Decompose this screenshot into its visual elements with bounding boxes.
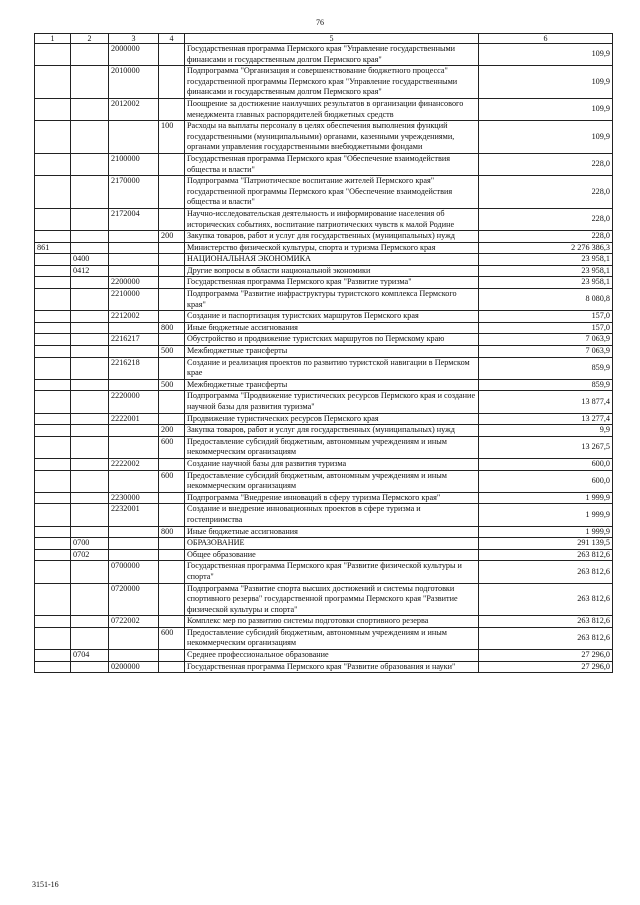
cell-c1 bbox=[35, 346, 71, 358]
cell-c2 bbox=[71, 208, 109, 230]
cell-c4: 600 bbox=[159, 470, 185, 492]
cell-c5: Предоставление субсидий бюджетным, автономным учреждениям и иным некоммерческим организациям bbox=[185, 627, 479, 649]
cell-c3 bbox=[109, 231, 159, 243]
cell-c1 bbox=[35, 470, 71, 492]
cell-c3: 2210000 bbox=[109, 289, 159, 311]
cell-c5: Предоставление субсидий бюджетным, автономным учреждениям и иным некоммерческим организациям bbox=[185, 470, 479, 492]
table-row bbox=[35, 661, 613, 673]
cell-c4 bbox=[159, 265, 185, 277]
cell-c1 bbox=[35, 44, 71, 66]
cell-c6: 157,0 bbox=[479, 322, 613, 334]
cell-c6: 228,0 bbox=[479, 153, 613, 175]
cell-c1 bbox=[35, 289, 71, 311]
cell-c3: 0700000 bbox=[109, 561, 159, 583]
cell-c6: 23 958,1 bbox=[479, 254, 613, 266]
cell-c5: Подпрограмма "Продвижение туристических ресурсов Пермского края и создание научной базы для развития туризма" bbox=[185, 391, 479, 413]
cell-c1 bbox=[35, 153, 71, 175]
table-row bbox=[35, 242, 613, 254]
cell-c6: 27 296,0 bbox=[479, 661, 613, 673]
cell-c2 bbox=[71, 311, 109, 323]
cell-c2 bbox=[71, 379, 109, 391]
cell-c5: Подпрограмма "Организация и совершенствование бюджетного процесса" государственной программы Пермского края "Управление государственными финансами и государственным долгом Пермского края" bbox=[185, 66, 479, 99]
cell-c2 bbox=[71, 357, 109, 379]
cell-c3: 0200000 bbox=[109, 661, 159, 673]
cell-c4 bbox=[159, 208, 185, 230]
cell-c6: 8 080,8 bbox=[479, 289, 613, 311]
cell-c3: 2222002 bbox=[109, 458, 159, 470]
cell-c2 bbox=[71, 391, 109, 413]
cell-c3: 2220000 bbox=[109, 391, 159, 413]
cell-c4 bbox=[159, 176, 185, 209]
cell-c6: 109,9 bbox=[479, 44, 613, 66]
cell-c5: НАЦИОНАЛЬНАЯ ЭКОНОМИКА bbox=[185, 254, 479, 266]
cell-c6: 7 063,9 bbox=[479, 346, 613, 358]
cell-c5: Подпрограмма "Развитие спорта высших достижений и системы подготовки спортивного резерва" государственной программы Пермского края "Развитие физической культуры и спорта" bbox=[185, 583, 479, 616]
cell-c2 bbox=[71, 289, 109, 311]
cell-c2: 0704 bbox=[71, 650, 109, 662]
cell-c3: 2200000 bbox=[109, 277, 159, 289]
cell-c2 bbox=[71, 425, 109, 437]
cell-c3 bbox=[109, 425, 159, 437]
table-row bbox=[35, 208, 613, 230]
cell-c3: 2230000 bbox=[109, 492, 159, 504]
cell-c6: 1 999,9 bbox=[479, 526, 613, 538]
cell-c2 bbox=[71, 153, 109, 175]
table-row bbox=[35, 346, 613, 358]
cell-c6: 228,0 bbox=[479, 176, 613, 209]
cell-c6: 2 276 386,3 bbox=[479, 242, 613, 254]
cell-c3 bbox=[109, 346, 159, 358]
table-row bbox=[35, 627, 613, 649]
cell-c6: 1 999,9 bbox=[479, 504, 613, 526]
cell-c4 bbox=[159, 661, 185, 673]
cell-c2 bbox=[71, 413, 109, 425]
table-row bbox=[35, 357, 613, 379]
cell-c1 bbox=[35, 458, 71, 470]
table-row bbox=[35, 616, 613, 628]
cell-c6: 291 139,5 bbox=[479, 538, 613, 550]
cell-c5: ОБРАЗОВАНИЕ bbox=[185, 538, 479, 550]
cell-c5: Продвижение туристических ресурсов Пермского края bbox=[185, 413, 479, 425]
cell-c3 bbox=[109, 265, 159, 277]
cell-c2: 0702 bbox=[71, 549, 109, 561]
table-row bbox=[35, 44, 613, 66]
cell-c6: 27 296,0 bbox=[479, 650, 613, 662]
table-row bbox=[35, 153, 613, 175]
cell-c2 bbox=[71, 436, 109, 458]
cell-c2 bbox=[71, 98, 109, 120]
cell-c5: Подпрограмма "Патриотическое воспитание жителей Пермского края" государственной программы Пермского края "Обеспечение взаимодействия общества и власти" bbox=[185, 176, 479, 209]
column-header: 5 bbox=[185, 34, 479, 44]
table-row bbox=[35, 311, 613, 323]
cell-c1 bbox=[35, 436, 71, 458]
cell-c4 bbox=[159, 277, 185, 289]
table-row bbox=[35, 254, 613, 266]
cell-c2 bbox=[71, 470, 109, 492]
cell-c5: Закупка товаров, работ и услуг для государственных (муниципальных) нужд bbox=[185, 425, 479, 437]
cell-c1 bbox=[35, 650, 71, 662]
cell-c6: 263 812,6 bbox=[479, 627, 613, 649]
cell-c5: Государственная программа Пермского края "Развитие физической культуры и спорта" bbox=[185, 561, 479, 583]
cell-c4: 200 bbox=[159, 231, 185, 243]
cell-c4 bbox=[159, 334, 185, 346]
cell-c1 bbox=[35, 98, 71, 120]
column-header: 3 bbox=[109, 34, 159, 44]
cell-c1 bbox=[35, 254, 71, 266]
cell-c3: 2216217 bbox=[109, 334, 159, 346]
table-row bbox=[35, 526, 613, 538]
cell-c6: 263 812,6 bbox=[479, 561, 613, 583]
cell-c3: 2012002 bbox=[109, 98, 159, 120]
cell-c3 bbox=[109, 549, 159, 561]
table-row bbox=[35, 470, 613, 492]
cell-c6: 859,9 bbox=[479, 357, 613, 379]
cell-c6: 263 812,6 bbox=[479, 583, 613, 616]
cell-c4 bbox=[159, 153, 185, 175]
cell-c5: Межбюджетные трансферты bbox=[185, 379, 479, 391]
cell-c1 bbox=[35, 379, 71, 391]
cell-c4 bbox=[159, 583, 185, 616]
cell-c5: Создание и паспортизация туристских маршрутов Пермского края bbox=[185, 311, 479, 323]
cell-c2 bbox=[71, 492, 109, 504]
cell-c4 bbox=[159, 289, 185, 311]
cell-c3 bbox=[109, 470, 159, 492]
cell-c2 bbox=[71, 277, 109, 289]
cell-c4 bbox=[159, 254, 185, 266]
cell-c3 bbox=[109, 650, 159, 662]
cell-c4: 600 bbox=[159, 627, 185, 649]
cell-c5: Государственная программа Пермского края "Развитие образования и науки" bbox=[185, 661, 479, 673]
cell-c1 bbox=[35, 538, 71, 550]
cell-c6: 23 958,1 bbox=[479, 277, 613, 289]
cell-c1 bbox=[35, 661, 71, 673]
cell-c2 bbox=[71, 231, 109, 243]
cell-c6: 157,0 bbox=[479, 311, 613, 323]
cell-c2 bbox=[71, 458, 109, 470]
table-row bbox=[35, 322, 613, 334]
table-row bbox=[35, 492, 613, 504]
cell-c1 bbox=[35, 265, 71, 277]
table-row bbox=[35, 413, 613, 425]
table-row bbox=[35, 334, 613, 346]
cell-c6: 7 063,9 bbox=[479, 334, 613, 346]
cell-c5: Создание и внедрение инновационных проектов в сфере туризма и гостеприимства bbox=[185, 504, 479, 526]
table-row bbox=[35, 66, 613, 99]
cell-c6: 13 877,4 bbox=[479, 391, 613, 413]
page-number: 76 bbox=[316, 18, 324, 27]
cell-c4 bbox=[159, 98, 185, 120]
cell-c3: 2000000 bbox=[109, 44, 159, 66]
cell-c4 bbox=[159, 311, 185, 323]
cell-c3: 2170000 bbox=[109, 176, 159, 209]
cell-c1 bbox=[35, 277, 71, 289]
cell-c2 bbox=[71, 616, 109, 628]
cell-c2 bbox=[71, 346, 109, 358]
cell-c2 bbox=[71, 322, 109, 334]
cell-c2 bbox=[71, 627, 109, 649]
cell-c6: 228,0 bbox=[479, 231, 613, 243]
cell-c6: 859,9 bbox=[479, 379, 613, 391]
cell-c5: Иные бюджетные ассигнования bbox=[185, 322, 479, 334]
cell-c4: 600 bbox=[159, 436, 185, 458]
cell-c1: 861 bbox=[35, 242, 71, 254]
table-row bbox=[35, 538, 613, 550]
table-row bbox=[35, 391, 613, 413]
cell-c5: Среднее профессиональное образование bbox=[185, 650, 479, 662]
cell-c3: 0722002 bbox=[109, 616, 159, 628]
cell-c6: 600,0 bbox=[479, 458, 613, 470]
column-header: 6 bbox=[479, 34, 613, 44]
cell-c5: Поощрение за достижение наилучших результатов в организации финансового менеджмента главных распорядителей бюджетных средств bbox=[185, 98, 479, 120]
cell-c4: 500 bbox=[159, 379, 185, 391]
cell-c4 bbox=[159, 413, 185, 425]
cell-c3: 2232001 bbox=[109, 504, 159, 526]
cell-c6: 263 812,6 bbox=[479, 616, 613, 628]
column-header: 1 bbox=[35, 34, 71, 44]
cell-c4 bbox=[159, 242, 185, 254]
cell-c1 bbox=[35, 311, 71, 323]
cell-c2 bbox=[71, 661, 109, 673]
column-header: 2 bbox=[71, 34, 109, 44]
cell-c1 bbox=[35, 231, 71, 243]
cell-c6: 13 267,5 bbox=[479, 436, 613, 458]
cell-c5: Подпрограмма "Внедрение инноваций в сферу туризма Пермского края" bbox=[185, 492, 479, 504]
cell-c1 bbox=[35, 492, 71, 504]
cell-c1 bbox=[35, 208, 71, 230]
cell-c3: 2010000 bbox=[109, 66, 159, 99]
cell-c4: 100 bbox=[159, 121, 185, 154]
table-row bbox=[35, 561, 613, 583]
cell-c1 bbox=[35, 561, 71, 583]
cell-c2 bbox=[71, 526, 109, 538]
cell-c5: Научно-исследовательская деятельность и информирование населения об исторических событиях, воспитание патриотических чувств к малой Родине bbox=[185, 208, 479, 230]
cell-c4 bbox=[159, 391, 185, 413]
table-row bbox=[35, 121, 613, 154]
cell-c1 bbox=[35, 121, 71, 154]
cell-c3 bbox=[109, 526, 159, 538]
cell-c6: 1 999,9 bbox=[479, 492, 613, 504]
cell-c1 bbox=[35, 504, 71, 526]
cell-c5: Другие вопросы в области национальной экономики bbox=[185, 265, 479, 277]
cell-c5: Иные бюджетные ассигнования bbox=[185, 526, 479, 538]
cell-c3 bbox=[109, 254, 159, 266]
cell-c5: Общее образование bbox=[185, 549, 479, 561]
cell-c1 bbox=[35, 583, 71, 616]
cell-c5: Государственная программа Пермского края "Развитие туризма" bbox=[185, 277, 479, 289]
cell-c2 bbox=[71, 66, 109, 99]
cell-c1 bbox=[35, 425, 71, 437]
cell-c3: 2100000 bbox=[109, 153, 159, 175]
cell-c2 bbox=[71, 44, 109, 66]
cell-c6: 109,9 bbox=[479, 66, 613, 99]
cell-c4: 800 bbox=[159, 322, 185, 334]
cell-c6: 9,9 bbox=[479, 425, 613, 437]
table-row bbox=[35, 458, 613, 470]
cell-c2: 0400 bbox=[71, 254, 109, 266]
budget-table bbox=[34, 33, 613, 673]
table-row bbox=[35, 650, 613, 662]
cell-c2: 0412 bbox=[71, 265, 109, 277]
cell-c4 bbox=[159, 357, 185, 379]
cell-c4 bbox=[159, 66, 185, 99]
cell-c4 bbox=[159, 561, 185, 583]
cell-c3 bbox=[109, 538, 159, 550]
footer-code: 3151-16 bbox=[32, 880, 59, 889]
cell-c5: Создание и реализация проектов по развитию туристской навигации в Пермском крае bbox=[185, 357, 479, 379]
table-header-row bbox=[35, 34, 613, 44]
cell-c5: Предоставление субсидий бюджетным, автономным учреждениям и иным некоммерческим организациям bbox=[185, 436, 479, 458]
cell-c5: Подпрограмма "Развитие инфраструктуры туристского комплекса Пермского края" bbox=[185, 289, 479, 311]
cell-c4 bbox=[159, 616, 185, 628]
cell-c3: 2212002 bbox=[109, 311, 159, 323]
cell-c1 bbox=[35, 357, 71, 379]
cell-c6: 109,9 bbox=[479, 121, 613, 154]
cell-c1 bbox=[35, 391, 71, 413]
cell-c3 bbox=[109, 242, 159, 254]
table-row bbox=[35, 176, 613, 209]
table-row bbox=[35, 504, 613, 526]
column-header: 4 bbox=[159, 34, 185, 44]
cell-c3: 2172004 bbox=[109, 208, 159, 230]
cell-c4 bbox=[159, 538, 185, 550]
cell-c5: Министерство физической культуры, спорта и туризма Пермского края bbox=[185, 242, 479, 254]
cell-c3 bbox=[109, 379, 159, 391]
cell-c2 bbox=[71, 176, 109, 209]
cell-c4 bbox=[159, 549, 185, 561]
cell-c4 bbox=[159, 44, 185, 66]
cell-c6: 228,0 bbox=[479, 208, 613, 230]
cell-c4 bbox=[159, 504, 185, 526]
table-row bbox=[35, 231, 613, 243]
cell-c2 bbox=[71, 121, 109, 154]
table-row bbox=[35, 289, 613, 311]
cell-c2 bbox=[71, 504, 109, 526]
cell-c5: Государственная программа Пермского края "Управление государственными финансами и государственным долгом Пермского края" bbox=[185, 44, 479, 66]
cell-c4: 200 bbox=[159, 425, 185, 437]
cell-c5: Создание научной базы для развития туризма bbox=[185, 458, 479, 470]
table-row bbox=[35, 549, 613, 561]
cell-c5: Закупка товаров, работ и услуг для государственных (муниципальных) нужд bbox=[185, 231, 479, 243]
cell-c2 bbox=[71, 334, 109, 346]
table-row bbox=[35, 265, 613, 277]
cell-c4 bbox=[159, 458, 185, 470]
table-row bbox=[35, 277, 613, 289]
cell-c3 bbox=[109, 627, 159, 649]
cell-c5: Расходы на выплаты персоналу в целях обеспечения выполнения функций государственными (муниципальными) органами, казенными учреждениями, органами управления государственными внебюджетными фондами bbox=[185, 121, 479, 154]
table-row bbox=[35, 98, 613, 120]
cell-c5: Обустройство и продвижение туристских маршрутов по Пермскому краю bbox=[185, 334, 479, 346]
cell-c1 bbox=[35, 322, 71, 334]
cell-c1 bbox=[35, 334, 71, 346]
cell-c6: 600,0 bbox=[479, 470, 613, 492]
cell-c2 bbox=[71, 583, 109, 616]
cell-c1 bbox=[35, 549, 71, 561]
cell-c4 bbox=[159, 650, 185, 662]
table-row bbox=[35, 379, 613, 391]
table-row bbox=[35, 425, 613, 437]
table-row bbox=[35, 436, 613, 458]
cell-c3 bbox=[109, 121, 159, 154]
cell-c6: 13 277,4 bbox=[479, 413, 613, 425]
cell-c4: 500 bbox=[159, 346, 185, 358]
cell-c5: Государственная программа Пермского края "Обеспечение взаимодействия общества и власти" bbox=[185, 153, 479, 175]
cell-c2 bbox=[71, 242, 109, 254]
cell-c1 bbox=[35, 66, 71, 99]
table-row bbox=[35, 583, 613, 616]
cell-c6: 109,9 bbox=[479, 98, 613, 120]
cell-c3: 2216218 bbox=[109, 357, 159, 379]
cell-c3 bbox=[109, 436, 159, 458]
cell-c4 bbox=[159, 492, 185, 504]
cell-c5: Комплекс мер по развитию системы подготовки спортивного резерва bbox=[185, 616, 479, 628]
cell-c1 bbox=[35, 413, 71, 425]
cell-c3 bbox=[109, 322, 159, 334]
cell-c6: 263 812,6 bbox=[479, 549, 613, 561]
cell-c2: 0700 bbox=[71, 538, 109, 550]
cell-c1 bbox=[35, 526, 71, 538]
cell-c1 bbox=[35, 627, 71, 649]
cell-c1 bbox=[35, 176, 71, 209]
cell-c3: 0720000 bbox=[109, 583, 159, 616]
cell-c6: 23 958,1 bbox=[479, 265, 613, 277]
cell-c1 bbox=[35, 616, 71, 628]
cell-c3: 2222001 bbox=[109, 413, 159, 425]
cell-c4: 800 bbox=[159, 526, 185, 538]
cell-c2 bbox=[71, 561, 109, 583]
cell-c5: Межбюджетные трансферты bbox=[185, 346, 479, 358]
